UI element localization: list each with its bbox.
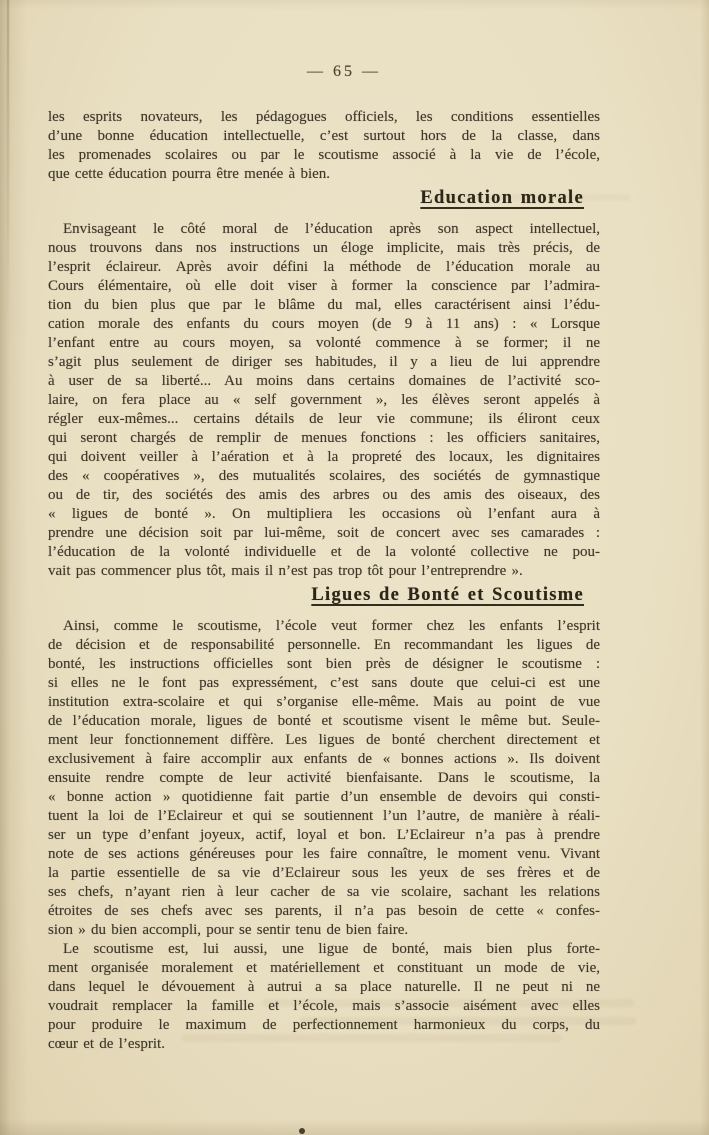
section-heading: [48, 189, 584, 213]
text-line: tuent la loi de l’Eclaireur et qui se soutiennent l’un l’autre, de manière à réali-: [48, 808, 600, 824]
text-line: bonté, les instructions officielles sont bien près de désigner le scoutisme :: [48, 656, 600, 672]
text-line: « ligues de bonté ». On multipliera les occasions où l’enfant aura à: [48, 506, 600, 522]
text-line: l’enfant entre au cours moyen, sa volonté commence à se former; il ne: [48, 335, 600, 351]
bleed-through-ghost: [262, 999, 634, 1007]
section-heading-text: Education morale: [420, 188, 584, 208]
page-fold-shadow: [7, 0, 9, 320]
text-line: prendre une décision soit par lui-même, soit de concert avec ses camarades :: [48, 525, 600, 541]
text-line: cœur et de l’esprit.: [48, 1036, 165, 1052]
text-line: Le scoutisme est, lui aussi, une ligue de bonté, mais bien plus forte-: [63, 941, 600, 957]
text-line: vait pas commencer plus tôt, mais il n’est pas trop tôt pour l’entreprendre ».: [48, 563, 523, 579]
section-heading: [48, 586, 584, 610]
page-number: — 65 —: [307, 63, 381, 80]
text-line: de l’éducation morale, ligues de bonté et scoutisme visent le même but. Seule-: [48, 713, 600, 729]
paragraph: [48, 617, 600, 940]
text-line: cation morale des enfants du cours moyen (de 9 à 11 ans) : « Lorsque: [48, 316, 600, 332]
text-line: voudrait remplacer la famille et l’école, mais s’associe aisément avec elles: [48, 998, 600, 1014]
text-line: les promenades scolaires ou par le scoutisme associé à la vie de l’école,: [48, 147, 600, 163]
bleed-through-ghost: [300, 1017, 636, 1025]
text-line: ou de tir, des sociétés des amis des arbres ou des amis des oiseaux, des: [48, 487, 600, 503]
text-line: étroites de ses chefs avec ses parents, il n’a pas besoin de cette « confes-: [48, 903, 600, 919]
text-line: de décision et de responsabilité personnelle. En recommandant les ligues de: [48, 637, 600, 653]
text-line: exclusivement à faire accomplir aux enfants de « bonnes actions ». Ils doivent: [48, 751, 600, 767]
paragraph: [48, 220, 600, 581]
text-line: institution extra-scolaire et qui s’organise elle-même. Mais au point de vue: [48, 694, 600, 710]
text-line: ment leur fonctionnement diffère. Les ligues de bonté cherchent directement et: [48, 732, 600, 748]
text-line: sion » du bien accompli, pour se sentir tenu de bien faire.: [48, 922, 409, 938]
text-line: Ainsi, comme le scoutisme, l’école veut former chez les enfants l’esprit: [63, 618, 600, 634]
text-line: ses chefs, n’ayant rien à leur cacher de sa vie scolaire, sachant les relations: [48, 884, 600, 900]
text-line: l’esprit éclaireur. Après avoir défini la méthode de l’éducation morale au: [48, 259, 600, 275]
text-line: tion du bien plus que par le blâme du mal, elles caractérisent ainsi l’édu-: [48, 297, 600, 313]
bleed-through-ghost: [430, 194, 630, 201]
text-line: Cours élémentaire, où elle doit viser à former la conscience par l’admira-: [48, 278, 600, 294]
paragraph: [48, 108, 600, 184]
text-line: Envisageant le côté moral de l’éducation après son aspect intellectuel,: [63, 221, 600, 237]
text-line: la partie essentielle de sa vie d’Eclaireur sous les yeux de ses frères et de: [48, 865, 600, 881]
text-line: des « coopératives », des mutualités scolaires, des sociétés de gymnastique: [48, 468, 600, 484]
text-line: pour produire le maximum de perfectionnement harmonieux du corps, du: [48, 1017, 600, 1033]
bleed-through-ghost: [182, 1034, 562, 1042]
text-line: nous trouvons dans nos instructions un éloge implicite, mais très précis, de: [48, 240, 600, 256]
ink-speck: [299, 1128, 305, 1134]
text-line: à user de sa liberté... Au moins dans certains domaines de l’activité sco-: [48, 373, 600, 389]
text-block: [48, 108, 600, 1054]
text-line: si elles ne le font pas expressément, c’est sans doute que celui-ci est une: [48, 675, 600, 691]
text-line: « bonne action » quotidienne fait partie d’un ensemble de devoirs qui consti-: [48, 789, 600, 805]
text-line: qui seront chargés de remplir de menues fonctions : les officiers sanitaires,: [48, 430, 600, 446]
text-line: ensuite rendre compte de leur activité bienfaisante. Dans le scoutisme, la: [48, 770, 600, 786]
text-line: laire, on fera place au « self government », les élèves seront appelés à: [48, 392, 600, 408]
text-line: ser un type d’enfant joyeux, actif, loyal et bon. L’Eclaireur n’a pas à prendre: [48, 827, 600, 843]
section-heading-text: Ligues de Bonté et Scoutisme: [311, 585, 584, 605]
text-line: s’agit plus seulement de diriger ses habitudes, il y a lieu de lui apprendre: [48, 354, 600, 370]
text-line: dans lequel le dévouement à autrui a sa place naturelle. Il ne peut ni ne: [48, 979, 600, 995]
text-line: ment organisée moralement et matériellement et constituant un mode de vie,: [48, 960, 600, 976]
text-line: note de ses actions généreuses pour les faire connaître, le moment venu. Vivant: [48, 846, 600, 862]
text-line: les esprits novateurs, les pédagogues officiels, les conditions essentielles: [48, 109, 600, 125]
text-line: qui doivent veiller à l’aération et à la propreté des locaux, les dignitaires: [48, 449, 600, 465]
text-line: que cette éducation pourra être menée à bien.: [48, 166, 331, 182]
text-line: l’éducation de la volonté individuelle et de la volonté collective ne pou-: [48, 544, 600, 560]
text-line: d’une bonne éducation intellectuelle, c’est surtout hors de la classe, dans: [48, 128, 600, 144]
text-line: régler eux-mêmes... certains détails de leur vie commune; ils éliront ceux: [48, 411, 600, 427]
